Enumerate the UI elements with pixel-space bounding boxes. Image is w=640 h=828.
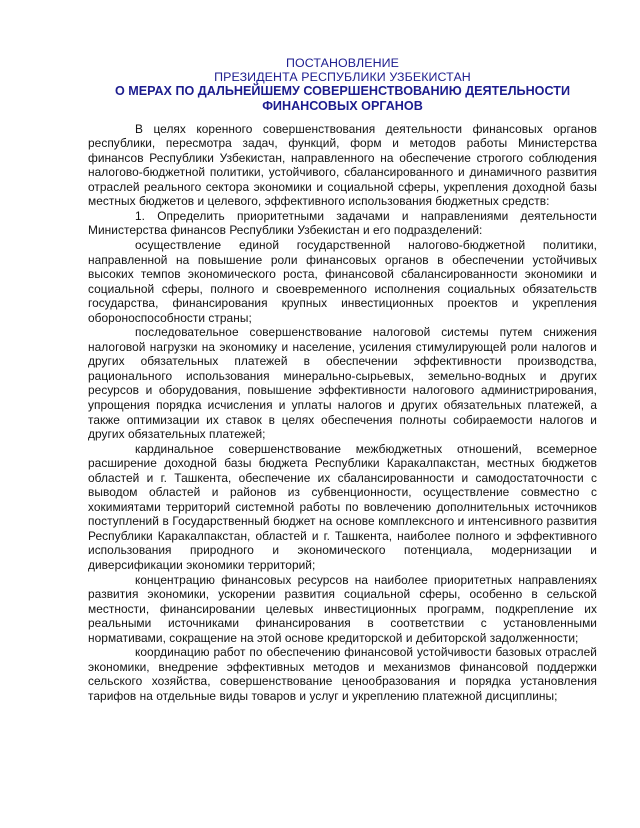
- document-type: ПОСТАНОВЛЕНИЕ: [285, 56, 400, 70]
- document-body: [88, 122, 597, 704]
- clause-item-paragraph: осуществление единой государственной налогово-бюджетной политики, направленной на повышение роли финансовых органов в обеспечении устойчивых высоких темпов экономического роста, финансовой сбалансированности экономики и социальной сферы, полного и своевременного исполнения социальных обязательств государства, финансирования крупных инвестиционных проектов и укрепления обороноспособности страны;: [88, 237, 597, 325]
- clause-item-paragraph: последовательное совершенствование налоговой системы путем снижения налоговой нагрузки на экономику и население, усиления стимулирующей роли налогов и других обязательных платежей в обеспечении эффективности производства, рационального использования минерально-сырьевых, земельно-водных и других ресурсов и оборудования, повышение эффективности налогового администрирования, упрощения порядка исчисления и уплаты налогов и других обязательных платежей, а также оптимизации их ставок в целях обеспечения полноты собираемости налогов и других обязательных платежей;: [88, 325, 597, 442]
- document-page: [88, 56, 597, 703]
- clause-item-paragraph: координацию работ по обеспечению финансовой устойчивости базовых отраслей экономики, внедрение эффективных методов и механизмов финансовой поддержки сельского хозяйства, совершенствование ценообразования и порядка установления тарифов на отдельные виды товаров и услуг и укреплению платежной дисциплины;: [88, 645, 597, 703]
- clause-item-paragraph: концентрацию финансовых ресурсов на наиболее приоритетных направлениях развития экономики, ускорении развития социальной сферы, особенно в сельской местности, финансировании целевых инвестиционных программ, подкрепление их реальными источниками финансирования в соответствии с установленными нормативами, сокращение на этой основе кредиторской и дебиторской задолженности;: [88, 572, 597, 645]
- preamble-paragraph: В целях коренного совершенствования деятельности финансовых органов республики, пересмотра задач, функций, форм и методов работы Министерства финансов Республики Узбекистан, направленного на обеспечение строгого соблюдения налогово-бюджетной политики, устойчивого, сбалансированного и динамичного развития отраслей реального сектора экономики и социальной сферы, укрепления доходной базы местных бюджетов и целевого, эффективного использования бюджетных средств:: [88, 121, 597, 209]
- document-heading: [88, 56, 597, 114]
- clause-1-paragraph: 1. Определить приоритетными задачами и направлениями деятельности Министерства финансов Республики Узбекистан и его подразделений:: [88, 208, 597, 238]
- document-title-line-1: О МЕРАХ ПО ДАЛЬНЕЙШЕМУ СОВЕРШЕНСТВОВАНИЮ ДЕЯТЕЛЬНОСТИ: [114, 84, 571, 99]
- document-title-line-2: ФИНАНСОВЫХ ОРГАНОВ: [262, 99, 423, 113]
- issuing-authority: ПРЕЗИДЕНТА РЕСПУБЛИКИ УЗБЕКИСТАН: [214, 70, 471, 85]
- clause-item-paragraph: кардинальное совершенствование межбюджетных отношений, всемерное расширение доходной базы бюджета Республики Каракалпакстан, местных бюджетов областей и г. Ташкента, обеспечение их сбалансированности и самодостаточности с выводом областей и районов из субвенционности, осуществление совместно с хокимиятами территорий системной работы по вовлечению дополнительных источников поступлений в Государственный бюджет на основе комплексного и интенсивного развития Республики Каракалпакстан, областей и г. Ташкента, наиболее полного и эффективного использования природного и экономического потенциала, модернизации и диверсификации экономики территорий;: [88, 441, 597, 572]
